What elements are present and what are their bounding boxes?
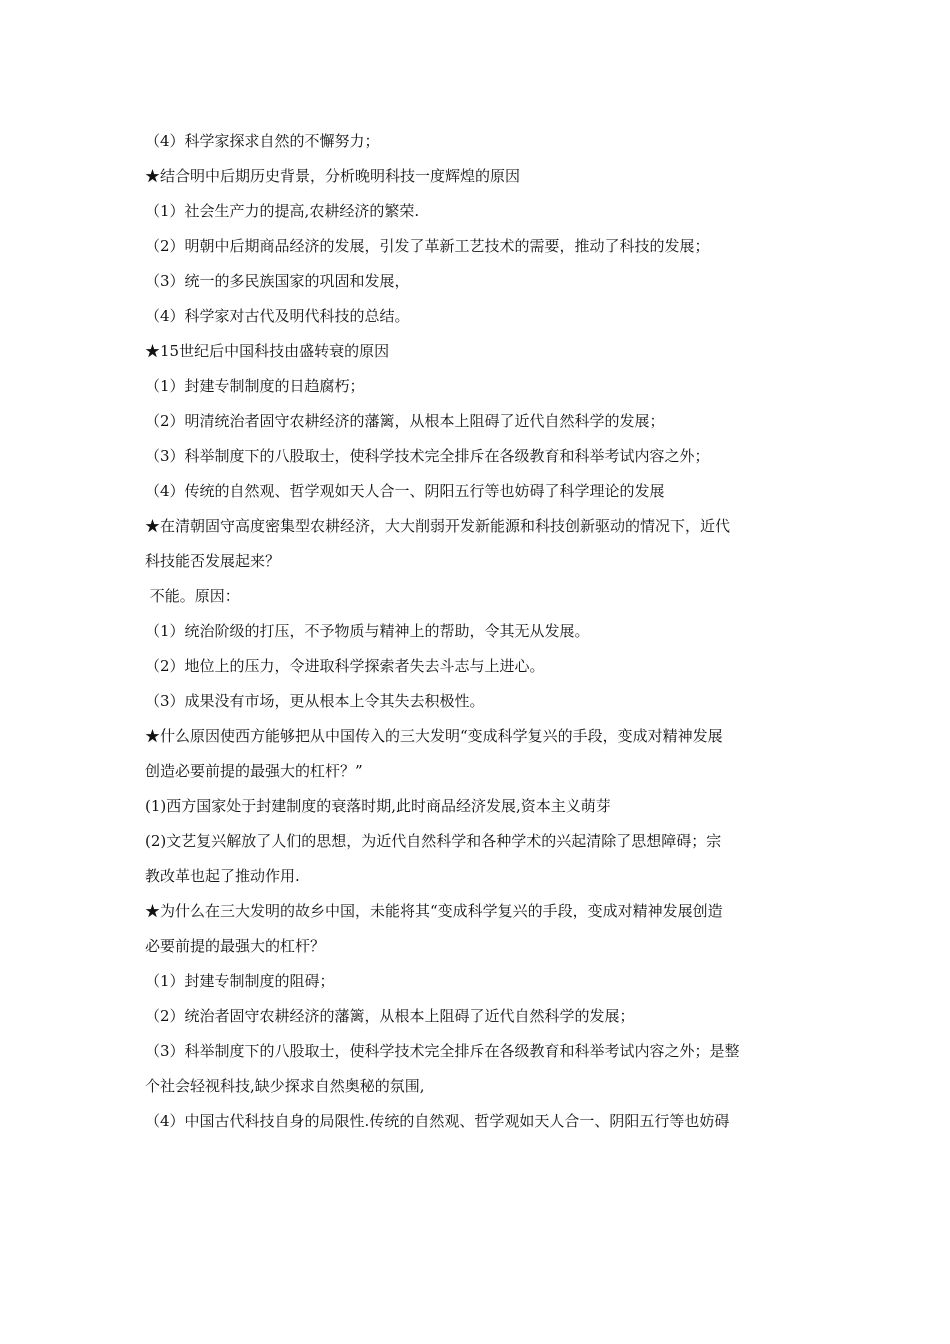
text-line: （4）科学家探求自然的不懈努力； <box>145 132 380 150</box>
document-body <box>145 124 813 1139</box>
section-heading: ★在清朝固守高度密集型农耕经济，大大削弱开发新能源和科技创新驱动的情况下，近代 <box>145 517 731 535</box>
text-line: 科技能否发展起来？ <box>145 552 281 570</box>
text-line: (2)文艺复兴解放了人们的思想，为近代自然科学和各种学术的兴起清除了思想障碍；宗 <box>145 832 722 850</box>
text-line: （3）成果没有市场，更从根本上令其失去积极性。 <box>145 692 485 710</box>
text-line: （2）地位上的压力，令进取科学探索者失去斗志与上进心。 <box>145 657 545 675</box>
text-line: (1)西方国家处于封建制度的衰落时期,此时商品经济发展,资本主义萌芽 <box>145 797 611 815</box>
text-line: （2）统治者固守农耕经济的藩篱，从根本上阻碍了近代自然科学的发展； <box>145 1007 635 1025</box>
text-line: （4）科学家对古代及明代科技的总结。 <box>145 307 410 325</box>
text-line: （2）明朝中后期商品经济的发展，引发了革新工艺技术的需要，推动了科技的发展； <box>145 237 710 255</box>
text-line: 个社会轻视科技,缺少探求自然奥秘的氛围, <box>145 1077 425 1095</box>
section-heading: ★什么原因使西方能够把从中国传入的三大发明“变成科学复兴的手段，变成对精神发展 <box>145 727 723 745</box>
text-line: （2）明清统治者固守农耕经济的藩篱，从根本上阻碍了近代自然科学的发展； <box>145 412 665 430</box>
text-line: （1）封建专制制度的日趋腐朽； <box>145 377 365 395</box>
text-line: 必要前提的最强大的杠杆？ <box>145 937 326 955</box>
text-line: （1）统治阶级的打压，不予物质与精神上的帮助，令其无从发展。 <box>145 622 590 640</box>
text-line: （4）传统的自然观、哲学观如天人合一、阴阳五行等也妨碍了科学理论的发展 <box>145 482 665 500</box>
section-heading: ★为什么在三大发明的故乡中国，未能将其“变成科学复兴的手段，变成对精神发展创造 <box>145 902 723 920</box>
text-line: （3）科举制度下的八股取士，使科学技术完全排斥在各级教育和科举考试内容之外；是整 <box>145 1042 740 1060</box>
text-line: 创造必要前提的最强大的杠杆？” <box>145 762 363 780</box>
text-line: （3）科举制度下的八股取士，使科学技术完全排斥在各级教育和科举考试内容之外； <box>145 447 710 465</box>
text-line: （1）社会生产力的提高,农耕经济的繁荣. <box>145 202 420 220</box>
section-heading: ★15世纪后中国科技由盛转衰的原因 <box>145 342 390 360</box>
text-line: （1）封建专制制度的阻碍； <box>145 972 335 990</box>
section-heading: ★结合明中后期历史背景，分析晚明科技一度辉煌的原因 <box>145 167 521 185</box>
text-line: （4）中国古代科技自身的局限性.传统的自然观、哲学观如天人合一、阴阳五行等也妨碍 <box>145 1112 730 1130</box>
text-line: 不能。原因： <box>145 587 240 605</box>
text-line: 教改革也起了推动作用. <box>145 867 300 885</box>
text-line: （3）统一的多民族国家的巩固和发展， <box>145 272 410 290</box>
